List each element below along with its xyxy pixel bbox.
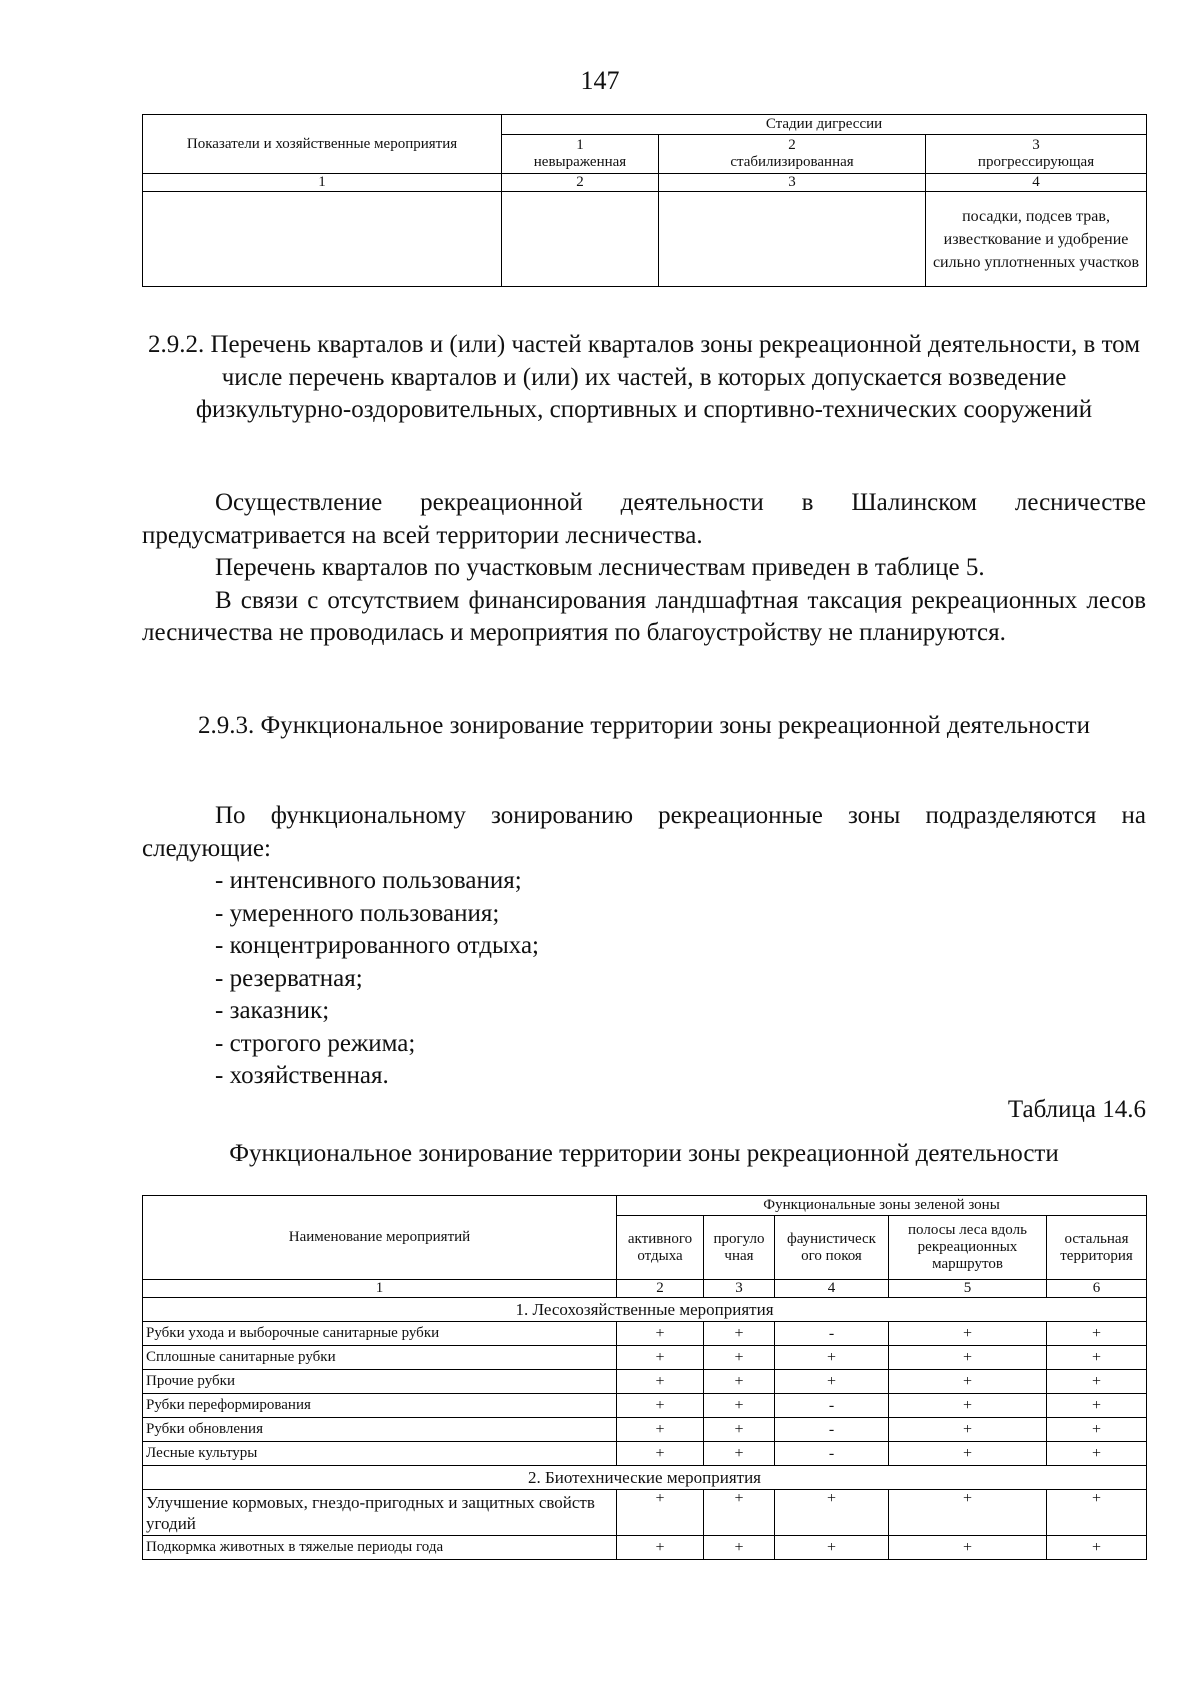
zone-header: фаунистическ ого покоя [775, 1216, 889, 1280]
header-activity-name: Наименование мероприятий [143, 1196, 617, 1280]
table-label: Таблица 14.6 [1007, 1096, 1146, 1123]
digression-stages-table [142, 114, 1147, 287]
list-item: - умеренного пользования; [215, 899, 500, 927]
list-item: - концентрированного отдыха; [215, 932, 539, 959]
row-name: Улучшение кормовых, гнездо-пригодных и защитных свойств угодий [143, 1490, 617, 1536]
cell-value: + [617, 1322, 704, 1346]
column-numbers-row [143, 1280, 1147, 1298]
stage-1-header: 1 невыраженная [502, 135, 659, 174]
row-name: Рубки обновления [143, 1418, 617, 1442]
cell-value: + [704, 1346, 775, 1370]
header-functional-zones: Функциональные зоны зеленой зоны [617, 1196, 1147, 1216]
cell-value: + [617, 1442, 704, 1466]
cell-value: + [889, 1370, 1047, 1394]
cell-value: - [775, 1418, 889, 1442]
cell-value: + [617, 1490, 704, 1536]
col-number: 4 [926, 174, 1147, 192]
row-name: Подкормка животных в тяжелые периоды года [143, 1536, 617, 1560]
cell-value: + [704, 1442, 775, 1466]
list-item: - резерватная; [215, 964, 363, 992]
cell-value: + [704, 1394, 775, 1418]
list-item: - интенсивного пользования; [215, 867, 522, 894]
col-number: 5 [889, 1280, 1047, 1298]
section-2-9-3-intro [142, 800, 1146, 865]
zone-header: полосы леса вдоль рекреационных маршрутов [889, 1216, 1047, 1280]
cell-value: + [704, 1322, 775, 1346]
table-row [143, 1370, 1147, 1394]
list-item: - хозяйственная. [215, 1062, 389, 1089]
row-name: Прочие рубки [143, 1370, 617, 1394]
section-row [143, 1298, 1147, 1322]
cell-value: + [617, 1370, 704, 1394]
row-name: Сплошные санитарные рубки [143, 1346, 617, 1370]
col-number: 6 [1047, 1280, 1147, 1298]
list-item: - заказник; [215, 997, 330, 1024]
table-cell [659, 192, 926, 287]
row-name: Лесные культуры [143, 1442, 617, 1466]
zone-header: прогуло чная [704, 1216, 775, 1280]
cell-value: + [889, 1536, 1047, 1560]
cell-value: + [1047, 1442, 1147, 1466]
col-number: 3 [704, 1280, 775, 1298]
cell-value: + [775, 1370, 889, 1394]
zone-header: активного отдыха [617, 1216, 704, 1280]
cell-value: + [889, 1418, 1047, 1442]
table-cell [502, 192, 659, 287]
table-row [143, 1418, 1147, 1442]
paragraph: В связи с отсутствием финансирования ландшафтная таксация рекреационных лесов лесничества не проводилась и мероприятия по благоустройству не планируются. [142, 586, 1146, 646]
row-name: Рубки ухода и выборочные санитарные рубки [143, 1322, 617, 1346]
cell-value: + [1047, 1418, 1147, 1442]
table-row [143, 1394, 1147, 1418]
cell-value: - [775, 1442, 889, 1466]
cell-value: + [1047, 1536, 1147, 1560]
cell-value: + [1047, 1322, 1147, 1346]
cell-value: + [775, 1490, 889, 1536]
cell-value: + [704, 1418, 775, 1442]
cell-value: + [889, 1490, 1047, 1536]
table-row [143, 1346, 1147, 1370]
stage-2-header: 2 стабилизированная [659, 135, 926, 174]
functional-zoning-table [142, 1195, 1147, 1560]
col-number: 4 [775, 1280, 889, 1298]
row-name: Рубки переформирования [143, 1394, 617, 1418]
cell-value: + [889, 1346, 1047, 1370]
cell-value: + [775, 1536, 889, 1560]
section-heading-2-9-3: 2.9.3. Функциональное зонирование территории зоны рекреационной деятельности [198, 712, 1090, 739]
paragraph: По функциональному зонированию рекреационные зоны подразделяются на следующие: [142, 802, 1146, 862]
cell-value: + [617, 1346, 704, 1370]
cell-value: + [775, 1346, 889, 1370]
section-heading-2-9-2: 2.9.2. Перечень кварталов и (или) частей кварталов зоны рекреационной деятельности, в том числе перечень кварталов и (или) их частей, в которых допускается возведение физкультурно-оздоровительных, спортивных и спортивно-технических сооружений [147, 331, 1141, 423]
section-title: 2. Биотехнические мероприятия [143, 1466, 1147, 1490]
paragraph: Осуществление рекреационной деятельности в Шалинском лесничестве предусматривается на всей территории лесничества. [142, 489, 1146, 549]
header-digression-stages: Стадии дигрессии [502, 115, 1147, 135]
section-row [143, 1466, 1147, 1490]
list-item: - строгого режима; [215, 1029, 416, 1057]
table-row [143, 1442, 1147, 1466]
cell-value: + [704, 1370, 775, 1394]
table-row [143, 1490, 1147, 1536]
header-indicators: Показатели и хозяйственные мероприятия [143, 115, 502, 174]
cell-value: + [889, 1442, 1047, 1466]
cell-value: + [889, 1394, 1047, 1418]
table-cell [143, 192, 502, 287]
table-row [143, 192, 1147, 287]
col-number: 1 [143, 174, 502, 192]
paragraph: Перечень кварталов по участковым лесничествам приведен в таблице 5. [215, 554, 985, 581]
table-cell: посадки, подсев трав, известкование и удобрение сильно уплотненных участков [926, 192, 1147, 287]
cell-value: + [1047, 1346, 1147, 1370]
section-2-9-2-body [142, 487, 1146, 650]
cell-value: + [1047, 1370, 1147, 1394]
column-numbers-row [143, 174, 1147, 192]
table-title: Функциональное зонирование территории зоны рекреационной деятельности [229, 1140, 1059, 1167]
zone-header: остальная территория [1047, 1216, 1147, 1280]
page-number: 147 [580, 66, 620, 95]
cell-value: + [617, 1394, 704, 1418]
stage-3-header: 3 прогрессирующая [926, 135, 1147, 174]
cell-value: + [1047, 1490, 1147, 1536]
col-number: 1 [143, 1280, 617, 1298]
cell-value: + [617, 1536, 704, 1560]
col-number: 2 [502, 174, 659, 192]
cell-value: + [889, 1322, 1047, 1346]
cell-value: - [775, 1394, 889, 1418]
table-row [143, 1322, 1147, 1346]
section-title: 1. Лесохозяйственные мероприятия [143, 1298, 1147, 1322]
cell-value: + [1047, 1394, 1147, 1418]
cell-value: - [775, 1322, 889, 1346]
col-number: 3 [659, 174, 926, 192]
cell-value: + [617, 1418, 704, 1442]
col-number: 2 [617, 1280, 704, 1298]
cell-value: + [704, 1490, 775, 1536]
cell-value: + [704, 1536, 775, 1560]
table-row [143, 1536, 1147, 1560]
zone-types-list [215, 865, 539, 1093]
